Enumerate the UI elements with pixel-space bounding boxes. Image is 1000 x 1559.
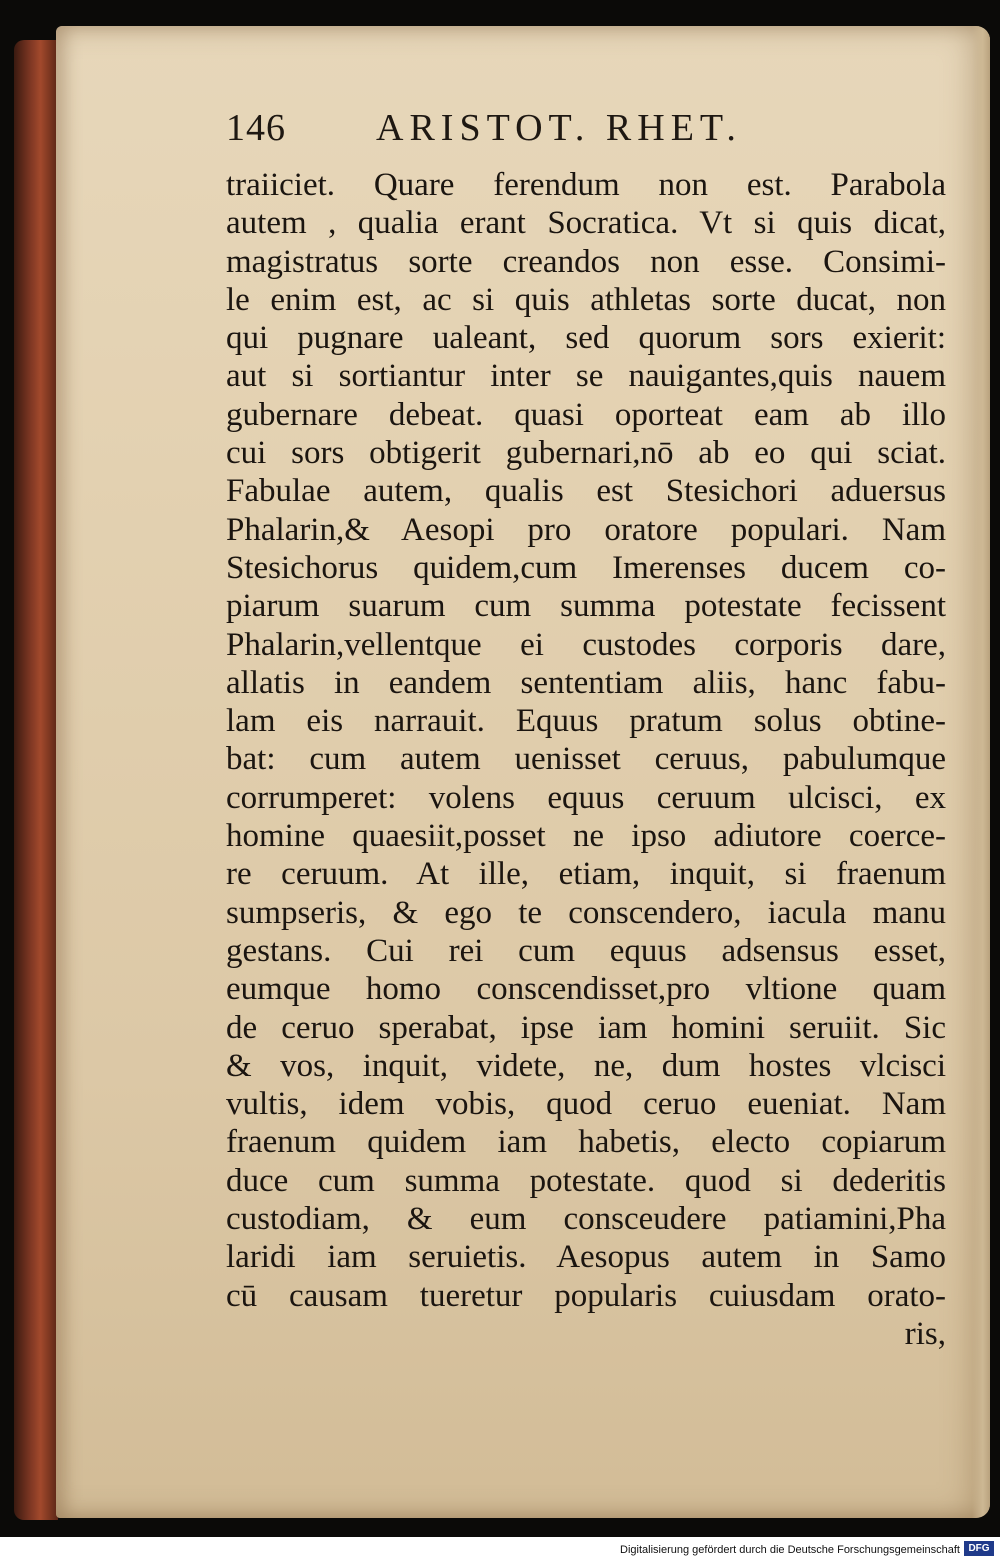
text-line: Phalarin,vellentque ei custodes corporis dare, <box>226 626 946 663</box>
text-line: & vos, inquit, videte, ne, dum hostes vlcisci <box>226 1047 946 1084</box>
text-line: cui sors obtigerit gubernari,nō ab eo qui sciat. <box>226 435 946 472</box>
text-line: duce cum summa potestate. quod si dederitis <box>226 1162 946 1199</box>
text-line: lam eis narrauit. Equus pratum solus obtine- <box>226 703 946 740</box>
dfg-logo-icon: DFG <box>964 1541 994 1556</box>
book-binding <box>14 40 58 1520</box>
text-line: eumque homo conscendisset,pro vltione quam <box>226 971 946 1008</box>
catchword: ris, <box>904 1315 946 1352</box>
text-line: aut si sortiantur inter se nauigantes,quis nauem <box>226 358 946 395</box>
text-line: autem , qualia erant Socratica. Vt si quis dicat, <box>226 205 946 242</box>
text-line: qui pugnare ualeant, sed quorum sors exierit: <box>226 320 946 357</box>
text-line: laridi iam seruietis. Aesopus autem in Samo <box>226 1239 946 1276</box>
text-line: gestans. Cui rei cum equus adsensus esset, <box>226 932 946 969</box>
text-line: vultis, idem vobis, quod ceruo eueniat. Nam <box>226 1086 946 1123</box>
text-line: custodiam, & eum consceudere patiamini,Pha <box>226 1201 946 1238</box>
text-line: sumpseris, & ego te conscendero, iacula manu <box>226 894 946 931</box>
text-line: gubernare debeat. quasi oporteat eam ab illo <box>226 396 946 433</box>
text-line: corrumperet: volens equus ceruum ulcisci, ex <box>226 779 946 816</box>
text-line: bat: cum autem uenisset ceruus, pabulumque <box>226 741 946 778</box>
text-line: allatis in eandem sententiam aliis, hanc fabu- <box>226 664 946 701</box>
page-edge <box>972 26 990 1518</box>
funding-credit: Digitalisierung gefördert durch die Deutsche Forschungsgemeinschaft <box>620 1544 960 1556</box>
text-line: le enim est, ac si quis athletas sorte ducat, non <box>226 281 946 318</box>
body-text <box>226 166 956 1353</box>
text-line: Fabulae autem, qualis est Stesichori aduersus <box>226 473 946 510</box>
text-line: homine quaesiit,posset ne ipso adiutore coerce- <box>226 818 946 855</box>
text-line: piarum suarum cum summa potestate fecissent <box>226 588 946 625</box>
page-number: 146 <box>226 107 286 149</box>
text-line: cū causam tueretur popularis cuiusdam orato- <box>226 1277 946 1314</box>
text-line: re ceruum. At ille, etiam, inquit, si fraenum <box>226 856 946 893</box>
text-line: magistratus sorte creandos non esse. Consimi- <box>226 243 946 280</box>
footer-bar <box>0 1537 1000 1559</box>
text-line: Phalarin,& Aesopi pro oratore populari. Nam <box>226 511 946 548</box>
running-head <box>226 106 926 150</box>
running-title: ARISTOT. RHET. <box>376 107 742 149</box>
text-line: fraenum quidem iam habetis, electo copiarum <box>226 1124 946 1161</box>
text-line: de ceruo sperabat, ipse iam homini seruiit. Sic <box>226 1009 946 1046</box>
text-line: traiiciet. Quare ferendum non est. Parabola <box>226 167 946 203</box>
text-line: Stesichorus quidem,cum Imerenses ducem co- <box>226 549 946 586</box>
